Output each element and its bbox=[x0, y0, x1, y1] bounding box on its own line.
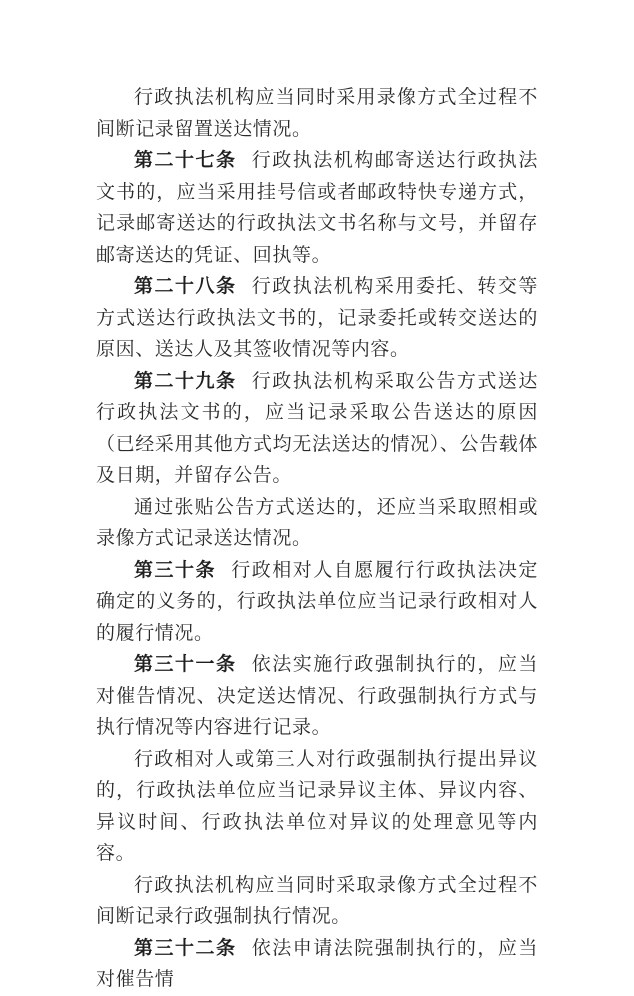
paragraph-8 bbox=[96, 744, 538, 870]
paragraph-text: 通过张贴公告方式送达的，还应当采取照相或录像方式记录送达情况。 bbox=[96, 495, 538, 549]
paragraph-text: 行政执法机构应当同时采取录像方式全过程不间断记录行政强制执行情况。 bbox=[96, 873, 538, 927]
paragraph-text: 行政执法机构应当同时采用录像方式全过程不间断记录留置送达情况。 bbox=[96, 86, 538, 140]
paragraph-3 bbox=[96, 271, 538, 366]
paragraph-text: 依法实施行政强制执行的，应当对催告情况、决定送达情况、行政强制执行方式与执行情况等内容进行记录。 bbox=[96, 653, 538, 738]
paragraph-text: 行政执法机构采用委托、转交等方式送达行政执法文书的，记录委托或转交送达的原因、送达人及其签收情况等内容。 bbox=[96, 275, 538, 360]
paragraph-10 bbox=[96, 933, 538, 996]
paragraph-text: 行政执法机构采取公告方式送达行政执法文书的，应当记录采取公告送达的原因（已经采用其他方式均无法送达的情况）、公告载体及日期，并留存公告。 bbox=[96, 369, 538, 486]
article-number: 第二十七条 bbox=[134, 149, 237, 171]
paragraph-5 bbox=[96, 492, 538, 555]
article-number: 第二十九条 bbox=[134, 369, 237, 392]
article-number: 第三十二条 bbox=[134, 936, 237, 959]
article-number: 第二十八条 bbox=[134, 275, 237, 297]
paragraph-text: 行政相对人或第三人对行政强制执行提出异议的，行政执法单位应当记录异议主体、异议内容、异议时间、行政执法单位对异议的处理意见等内容。 bbox=[96, 747, 538, 864]
paragraph-2 bbox=[96, 145, 538, 271]
paragraph-1 bbox=[96, 82, 538, 145]
paragraph-text: 行政执法机构邮寄送达行政执法文书的，应当采用挂号信或者邮政特快专递方式，记录邮寄送达的行政执法文书名称与文号，并留存邮寄送达的凭证、回执等。 bbox=[96, 149, 538, 266]
paragraph-7 bbox=[96, 649, 538, 744]
paragraph-4 bbox=[96, 366, 538, 492]
article-number: 第三十一条 bbox=[134, 653, 237, 675]
paragraph-text: 行政相对人自愿履行行政执法决定确定的义务的，行政执法单位应当记录行政相对人的履行情况。 bbox=[96, 558, 538, 644]
paragraph-6 bbox=[96, 555, 538, 650]
paragraph-text: 依法申请法院强制执行的，应当对催告情 bbox=[96, 936, 538, 990]
article-number: 第三十条 bbox=[134, 558, 217, 581]
paragraph-9 bbox=[96, 870, 538, 933]
